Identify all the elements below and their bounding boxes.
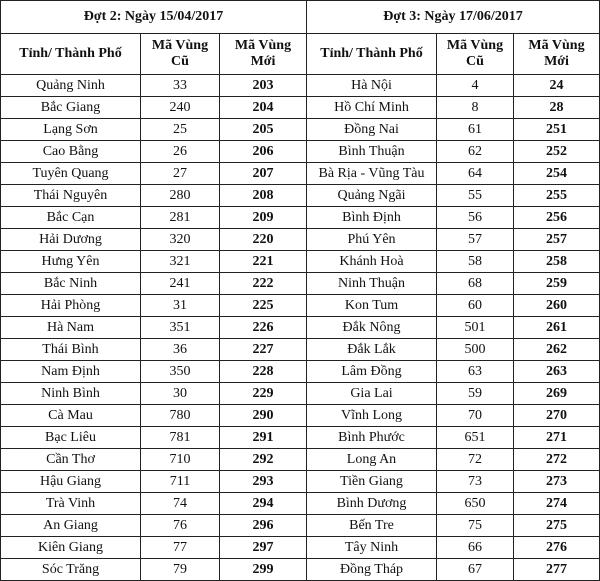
new-code-cell: 24 bbox=[514, 75, 600, 97]
table-row bbox=[1, 427, 307, 449]
old-code-cell: 711 bbox=[141, 471, 220, 493]
new-code-cell: 269 bbox=[514, 383, 600, 405]
old-code-column-header bbox=[141, 34, 220, 75]
table-row bbox=[307, 405, 600, 427]
new-code-cell: 225 bbox=[220, 295, 307, 317]
old-code-cell: 350 bbox=[141, 361, 220, 383]
old-code-cell: 30 bbox=[141, 383, 220, 405]
province-cell: Tuyên Quang bbox=[1, 163, 141, 185]
new-code-cell: 28 bbox=[514, 97, 600, 119]
new-code-cell: 229 bbox=[220, 383, 307, 405]
table-row bbox=[1, 251, 307, 273]
old-code-cell: 70 bbox=[437, 405, 514, 427]
old-code-cell: 780 bbox=[141, 405, 220, 427]
table-row bbox=[307, 119, 600, 141]
province-cell: Bắc Ninh bbox=[1, 273, 141, 295]
table-row bbox=[1, 229, 307, 251]
old-code-cell: 56 bbox=[437, 207, 514, 229]
old-code-cell: 77 bbox=[141, 537, 220, 559]
province-cell: Hải Dương bbox=[1, 229, 141, 251]
province-cell: Bình Thuận bbox=[307, 141, 437, 163]
table-row bbox=[307, 207, 600, 229]
province-cell: Kon Tum bbox=[307, 295, 437, 317]
new-code-cell: 297 bbox=[220, 537, 307, 559]
province-cell: Long An bbox=[307, 449, 437, 471]
table-row bbox=[1, 317, 307, 339]
old-code-cell: 31 bbox=[141, 295, 220, 317]
new-code-cell: 221 bbox=[220, 251, 307, 273]
province-cell: Đắk Lắk bbox=[307, 339, 437, 361]
province-cell: Bình Phước bbox=[307, 427, 437, 449]
table-row bbox=[307, 251, 600, 273]
old-code-cell: 62 bbox=[437, 141, 514, 163]
table-row bbox=[307, 185, 600, 207]
table-row bbox=[1, 383, 307, 405]
new-code-cell: 263 bbox=[514, 361, 600, 383]
province-cell: Hậu Giang bbox=[1, 471, 141, 493]
province-cell: Lâm Đồng bbox=[307, 361, 437, 383]
new-code-cell: 257 bbox=[514, 229, 600, 251]
province-cell: Hồ Chí Minh bbox=[307, 97, 437, 119]
new-code-cell: 293 bbox=[220, 471, 307, 493]
table-row bbox=[1, 493, 307, 515]
new-code-cell: 203 bbox=[220, 75, 307, 97]
new-code-cell: 252 bbox=[514, 141, 600, 163]
new-code-cell: 272 bbox=[514, 449, 600, 471]
province-cell: Sóc Trăng bbox=[1, 559, 141, 581]
province-cell: Bến Tre bbox=[307, 515, 437, 537]
table-row bbox=[307, 97, 600, 119]
table-row bbox=[307, 273, 600, 295]
province-cell: Tây Ninh bbox=[307, 537, 437, 559]
table-row bbox=[307, 339, 600, 361]
old-code-cell: 61 bbox=[437, 119, 514, 141]
old-code-cell: 25 bbox=[141, 119, 220, 141]
table-row bbox=[307, 295, 600, 317]
table-row bbox=[1, 449, 307, 471]
province-cell: Cần Thơ bbox=[1, 449, 141, 471]
province-cell: Cao Bằng bbox=[1, 141, 141, 163]
batch-3-rows bbox=[307, 75, 600, 581]
batch-3-table bbox=[306, 0, 600, 581]
province-column-header: Tỉnh/ Thành Phố bbox=[307, 34, 437, 75]
table-row bbox=[307, 537, 600, 559]
table-row bbox=[1, 141, 307, 163]
province-cell: Trà Vinh bbox=[1, 493, 141, 515]
table-row bbox=[1, 75, 307, 97]
new-code-cell: 251 bbox=[514, 119, 600, 141]
table-row bbox=[1, 361, 307, 383]
table-row bbox=[307, 361, 600, 383]
province-cell: Bắc Giang bbox=[1, 97, 141, 119]
old-code-cell: 501 bbox=[437, 317, 514, 339]
table-row bbox=[1, 207, 307, 229]
table-row bbox=[307, 493, 600, 515]
table-row bbox=[1, 97, 307, 119]
new-code-cell: 204 bbox=[220, 97, 307, 119]
new-code-header-line1: Mã Vùng bbox=[234, 38, 292, 53]
province-cell: Khánh Hoà bbox=[307, 251, 437, 273]
old-code-cell: 74 bbox=[141, 493, 220, 515]
new-code-cell: 270 bbox=[514, 405, 600, 427]
new-code-cell: 220 bbox=[220, 229, 307, 251]
old-code-cell: 79 bbox=[141, 559, 220, 581]
table-row bbox=[1, 119, 307, 141]
old-code-column-header bbox=[437, 34, 514, 75]
new-code-cell: 299 bbox=[220, 559, 307, 581]
old-code-cell: 36 bbox=[141, 339, 220, 361]
new-code-cell: 273 bbox=[514, 471, 600, 493]
table-row bbox=[307, 75, 600, 97]
province-cell: Thái Nguyên bbox=[1, 185, 141, 207]
new-code-cell: 205 bbox=[220, 119, 307, 141]
province-cell: Ninh Thuận bbox=[307, 273, 437, 295]
table-row bbox=[1, 339, 307, 361]
province-cell: Vĩnh Long bbox=[307, 405, 437, 427]
new-code-cell: 227 bbox=[220, 339, 307, 361]
old-code-cell: 280 bbox=[141, 185, 220, 207]
old-code-cell: 781 bbox=[141, 427, 220, 449]
table-row bbox=[1, 471, 307, 493]
old-code-cell: 650 bbox=[437, 493, 514, 515]
new-code-cell: 222 bbox=[220, 273, 307, 295]
old-code-cell: 68 bbox=[437, 273, 514, 295]
province-cell: Bà Rịa - Vũng Tàu bbox=[307, 163, 437, 185]
province-cell: Hải Phòng bbox=[1, 295, 141, 317]
province-cell: An Giang bbox=[1, 515, 141, 537]
old-code-header-line1: Mã Vùng bbox=[151, 38, 209, 53]
old-code-cell: 73 bbox=[437, 471, 514, 493]
old-code-header-line1: Mã Vùng bbox=[446, 38, 504, 53]
new-code-cell: 292 bbox=[220, 449, 307, 471]
old-code-cell: 66 bbox=[437, 537, 514, 559]
new-code-cell: 291 bbox=[220, 427, 307, 449]
old-code-cell: 351 bbox=[141, 317, 220, 339]
old-code-cell: 59 bbox=[437, 383, 514, 405]
new-code-column-header bbox=[220, 34, 307, 75]
table-row bbox=[307, 229, 600, 251]
batch-2-title: Đợt 2: Ngày 15/04/2017 bbox=[1, 1, 307, 34]
old-code-cell: 60 bbox=[437, 295, 514, 317]
province-cell: Hưng Yên bbox=[1, 251, 141, 273]
province-cell: Bình Dương bbox=[307, 493, 437, 515]
old-code-cell: 55 bbox=[437, 185, 514, 207]
table-row bbox=[1, 273, 307, 295]
old-code-cell: 4 bbox=[437, 75, 514, 97]
old-code-cell: 64 bbox=[437, 163, 514, 185]
new-code-cell: 261 bbox=[514, 317, 600, 339]
old-code-cell: 320 bbox=[141, 229, 220, 251]
new-code-header-line2: Mới bbox=[544, 54, 569, 69]
new-code-column-header bbox=[514, 34, 600, 75]
table-row bbox=[1, 537, 307, 559]
old-code-cell: 27 bbox=[141, 163, 220, 185]
table-row bbox=[1, 185, 307, 207]
old-code-cell: 57 bbox=[437, 229, 514, 251]
new-code-cell: 271 bbox=[514, 427, 600, 449]
new-code-cell: 296 bbox=[220, 515, 307, 537]
province-cell: Hà Nam bbox=[1, 317, 141, 339]
province-cell: Kiên Giang bbox=[1, 537, 141, 559]
province-cell: Phú Yên bbox=[307, 229, 437, 251]
old-code-cell: 72 bbox=[437, 449, 514, 471]
table-row bbox=[1, 295, 307, 317]
new-code-cell: 294 bbox=[220, 493, 307, 515]
table-row bbox=[307, 515, 600, 537]
province-cell: Bình Định bbox=[307, 207, 437, 229]
province-cell: Đồng Nai bbox=[307, 119, 437, 141]
old-code-cell: 8 bbox=[437, 97, 514, 119]
new-code-cell: 276 bbox=[514, 537, 600, 559]
old-code-header-line2: Cũ bbox=[171, 54, 189, 69]
table-row bbox=[1, 405, 307, 427]
table-row bbox=[307, 317, 600, 339]
province-cell: Quảng Ninh bbox=[1, 75, 141, 97]
new-code-header-line2: Mới bbox=[250, 54, 276, 69]
table-row bbox=[307, 427, 600, 449]
new-code-cell: 228 bbox=[220, 361, 307, 383]
province-cell: Cà Mau bbox=[1, 405, 141, 427]
batch-2-rows bbox=[1, 75, 307, 581]
table-row bbox=[307, 163, 600, 185]
table-row bbox=[307, 471, 600, 493]
table-row bbox=[307, 449, 600, 471]
new-code-header-line1: Mã Vùng bbox=[528, 38, 585, 53]
new-code-cell: 206 bbox=[220, 141, 307, 163]
province-cell: Nam Định bbox=[1, 361, 141, 383]
table-row bbox=[1, 163, 307, 185]
old-code-cell: 58 bbox=[437, 251, 514, 273]
province-cell: Đắk Nông bbox=[307, 317, 437, 339]
old-code-header-line2: Cũ bbox=[466, 54, 484, 69]
province-cell: Quảng Ngãi bbox=[307, 185, 437, 207]
new-code-cell: 258 bbox=[514, 251, 600, 273]
old-code-cell: 75 bbox=[437, 515, 514, 537]
old-code-cell: 710 bbox=[141, 449, 220, 471]
new-code-cell: 259 bbox=[514, 273, 600, 295]
new-code-cell: 275 bbox=[514, 515, 600, 537]
old-code-cell: 651 bbox=[437, 427, 514, 449]
province-cell: Hà Nội bbox=[307, 75, 437, 97]
province-cell: Bắc Cạn bbox=[1, 207, 141, 229]
new-code-cell: 208 bbox=[220, 185, 307, 207]
new-code-cell: 262 bbox=[514, 339, 600, 361]
province-cell: Đồng Tháp bbox=[307, 559, 437, 581]
old-code-cell: 241 bbox=[141, 273, 220, 295]
province-cell: Ninh Bình bbox=[1, 383, 141, 405]
table-row bbox=[1, 515, 307, 537]
province-cell: Lạng Sơn bbox=[1, 119, 141, 141]
new-code-cell: 290 bbox=[220, 405, 307, 427]
old-code-cell: 67 bbox=[437, 559, 514, 581]
new-code-cell: 209 bbox=[220, 207, 307, 229]
province-cell: Gia Lai bbox=[307, 383, 437, 405]
old-code-cell: 76 bbox=[141, 515, 220, 537]
province-column-header: Tỉnh/ Thành Phố bbox=[1, 34, 141, 75]
province-cell: Bạc Liêu bbox=[1, 427, 141, 449]
table-row bbox=[307, 383, 600, 405]
new-code-cell: 274 bbox=[514, 493, 600, 515]
new-code-cell: 207 bbox=[220, 163, 307, 185]
old-code-cell: 281 bbox=[141, 207, 220, 229]
new-code-cell: 256 bbox=[514, 207, 600, 229]
province-cell: Thái Bình bbox=[1, 339, 141, 361]
new-code-cell: 255 bbox=[514, 185, 600, 207]
new-code-cell: 226 bbox=[220, 317, 307, 339]
table-row bbox=[307, 141, 600, 163]
old-code-cell: 33 bbox=[141, 75, 220, 97]
new-code-cell: 277 bbox=[514, 559, 600, 581]
old-code-cell: 500 bbox=[437, 339, 514, 361]
new-code-cell: 254 bbox=[514, 163, 600, 185]
old-code-cell: 63 bbox=[437, 361, 514, 383]
new-code-cell: 260 bbox=[514, 295, 600, 317]
old-code-cell: 26 bbox=[141, 141, 220, 163]
province-cell: Tiền Giang bbox=[307, 471, 437, 493]
batch-3-title: Đợt 3: Ngày 17/06/2017 bbox=[307, 1, 600, 34]
old-code-cell: 321 bbox=[141, 251, 220, 273]
old-code-cell: 240 bbox=[141, 97, 220, 119]
